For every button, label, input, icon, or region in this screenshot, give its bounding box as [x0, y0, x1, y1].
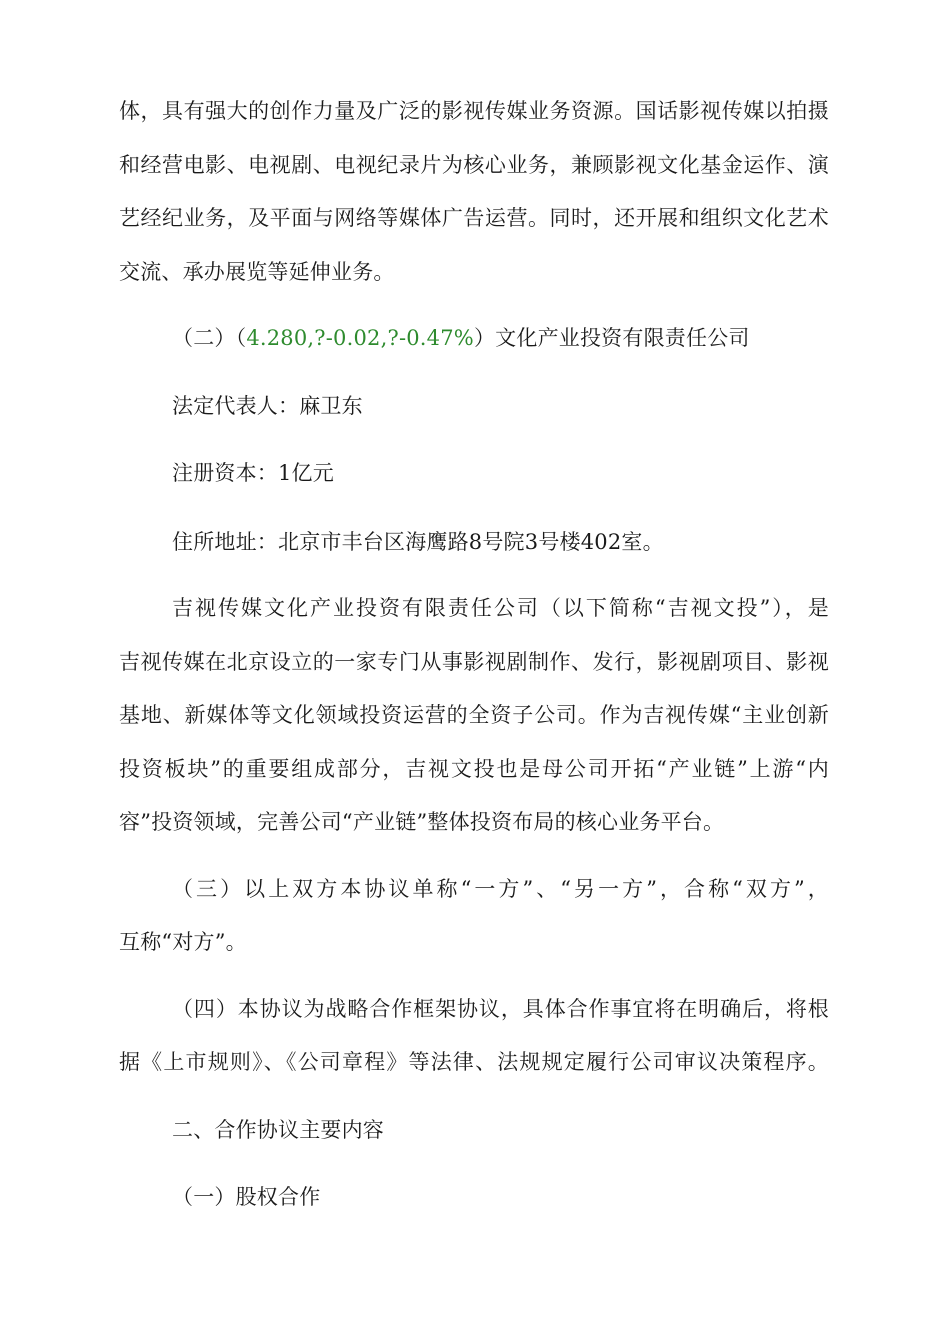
paragraph-line: （三）以上双方本协议单称“一方”、“另一方”，合称“双方”，: [172, 877, 829, 901]
sub-heading: （一）股权合作: [172, 1185, 321, 1209]
paragraph-line: 体，具有强大的创作力量及广泛的影视传媒业务资源。国话影视传媒以拍摄: [119, 99, 829, 123]
paragraph-line: 容”投资领域，完善公司“产业链”整体投资布局的核心业务平台。: [119, 810, 725, 834]
paragraph-line: 据《上市规则》、《公司章程》等法律、法规规定履行公司审议决策程序。: [119, 1050, 829, 1074]
paragraph-line: 吉视传媒在北京设立的一家专门从事影视剧制作、发行，影视剧项目、影视: [119, 650, 829, 674]
paragraph-line: 艺经纪业务，及平面与网络等媒体广告运营。同时，还开展和组织文化艺术: [119, 206, 829, 230]
section-two-prefix: （二）（: [172, 326, 247, 350]
registered-capital: 注册资本：1亿元: [172, 461, 334, 485]
paragraph-line: 吉视传媒文化产业投资有限责任公司（以下简称“吉视文投”），是: [172, 596, 829, 620]
section-two-heading: [172, 323, 750, 353]
paragraph-line: （四）本协议为战略合作框架协议，具体合作事宜将在明确后，将根: [172, 997, 829, 1021]
section-two-suffix: ）文化产业投资有限责任公司: [473, 326, 750, 350]
paragraph-line: 基地、新媒体等文化领域投资运营的全资子公司。作为吉视传媒“主业创新: [119, 703, 829, 727]
legal-representative: 法定代表人：麻卫东: [172, 394, 363, 418]
paragraph-line: 互称“对方”。: [119, 930, 247, 954]
main-heading: 二、合作协议主要内容: [172, 1118, 384, 1142]
company-address: 住所地址：北京市丰台区海鹰路8号院3号楼402室。: [172, 530, 664, 554]
paragraph-line: 和经营电影、电视剧、电视纪录片为核心业务，兼顾影视文化基金运作、演: [119, 153, 829, 177]
paragraph-line: 投资板块”的重要组成部分，吉视文投也是母公司开拓“产业链”上游“内: [119, 757, 829, 781]
stock-quote-link[interactable]: 4.280,?-0.02,?-0.47%: [246, 326, 474, 350]
paragraph-line: 交流、承办展览等延伸业务。: [119, 260, 395, 284]
